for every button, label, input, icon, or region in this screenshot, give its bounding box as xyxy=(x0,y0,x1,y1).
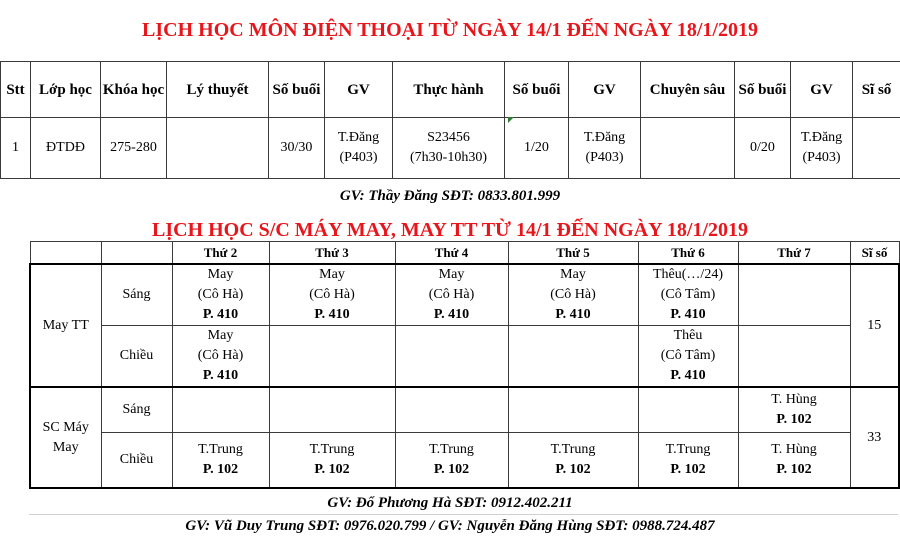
divider xyxy=(29,514,898,515)
cell-lop: ĐTDĐ xyxy=(31,118,101,179)
gv-name: T.Đăng xyxy=(583,130,626,145)
header-thu-4: Thứ 4 xyxy=(395,242,508,265)
gv-room: (P403) xyxy=(585,150,624,165)
table-row xyxy=(30,264,899,326)
slot-cell: Thêu (Cô Tâm) P. 410 xyxy=(638,326,738,388)
slot-cell: T.Trung P. 102 xyxy=(269,433,395,489)
table-row xyxy=(30,433,899,489)
phone-schedule-table xyxy=(0,61,900,179)
slot-cell: T.Trung P. 102 xyxy=(508,433,638,489)
teacher-contact-3: GV: Vũ Duy Trung SĐT: 0976.020.799 / GV: Nguyễn Đăng Hùng SĐT: 0988.724.487 xyxy=(185,518,715,534)
slot-cell xyxy=(738,264,850,326)
header-lop-hoc: Lớp học xyxy=(31,62,101,118)
header-ly-thuyet: Lý thuyết xyxy=(167,62,269,118)
slot-cell xyxy=(269,387,395,433)
slot-cell: May (Cô Hà) P. 410 xyxy=(269,264,395,326)
header-thu-5: Thứ 5 xyxy=(508,242,638,265)
table2-header-row xyxy=(30,242,899,265)
cell-thuc-hanh xyxy=(393,118,505,179)
gv-name: T.Đăng xyxy=(337,130,380,145)
slot-cell xyxy=(395,387,508,433)
header-si-so: Sĩ số xyxy=(853,62,900,118)
sewing-schedule-table xyxy=(29,241,900,489)
slot-cell: T. Hùng P. 102 xyxy=(738,387,850,433)
si-so-may-tt: 15 xyxy=(850,264,899,387)
header-khoa-hoc: Khóa học xyxy=(101,62,167,118)
class-name-may-tt: May TT xyxy=(30,264,101,387)
gv-name: T.Đăng xyxy=(800,130,843,145)
slot-cell xyxy=(638,387,738,433)
cell-gv-cs xyxy=(791,118,853,179)
slot-cell: T.Trung P. 102 xyxy=(172,433,269,489)
header-thu-2: Thứ 2 xyxy=(172,242,269,265)
header-thuc-hanh: Thực hành xyxy=(393,62,505,118)
gv-room: (P403) xyxy=(339,150,378,165)
cell-stt: 1 xyxy=(1,118,31,179)
slot-cell xyxy=(172,387,269,433)
teacher-contact-2: GV: Đổ Phương Hà SĐT: 0912.402.211 xyxy=(327,495,573,511)
session-chieu: Chiều xyxy=(101,433,172,489)
session-chieu: Chiều xyxy=(101,326,172,388)
slot-cell xyxy=(395,326,508,388)
header-blank-session xyxy=(101,242,172,265)
header-thu-7: Thứ 7 xyxy=(738,242,850,265)
slot-cell: May (Cô Hà) P. 410 xyxy=(172,326,269,388)
cell-gv-th xyxy=(569,118,641,179)
header-thu-3: Thứ 3 xyxy=(269,242,395,265)
slot-cell: May (Cô Hà) P. 410 xyxy=(508,264,638,326)
header-so-buoi-th: Số buổi xyxy=(505,62,569,118)
slot-cell xyxy=(508,387,638,433)
slot-cell: Thêu(…/24) (Cô Tâm) P. 410 xyxy=(638,264,738,326)
cell-ly-thuyet xyxy=(167,118,269,179)
slot-cell: May (Cô Hà) P. 410 xyxy=(172,264,269,326)
header-si-so: Sĩ số xyxy=(850,242,899,265)
table-row xyxy=(1,118,900,179)
header-gv-lt: GV xyxy=(325,62,393,118)
schedule-title-sewing: LỊCH HỌC S/C MÁY MAY, MAY TT TỪ 14/1 ĐẾN NGÀY 18/1/2019 xyxy=(152,219,748,241)
cell-khoa: 275-280 xyxy=(101,118,167,179)
slot-cell xyxy=(738,326,850,388)
class-name-sc-may-may: SC Máy May xyxy=(30,387,101,488)
comment-marker-icon xyxy=(508,117,514,123)
header-so-buoi-cs: Số buổi xyxy=(735,62,791,118)
header-gv-th: GV xyxy=(569,62,641,118)
slot-cell: T.Trung P. 102 xyxy=(395,433,508,489)
slot-cell xyxy=(508,326,638,388)
gv-room: (P403) xyxy=(802,150,841,165)
slot-cell: T.Trung P. 102 xyxy=(638,433,738,489)
header-so-buoi-lt: Số buổi xyxy=(269,62,325,118)
cell-chuyen-sau xyxy=(641,118,735,179)
cell-gv-lt xyxy=(325,118,393,179)
practice-time: (7h30-10h30) xyxy=(410,150,487,165)
header-chuyen-sau: Chuyên sâu xyxy=(641,62,735,118)
header-thu-6: Thứ 6 xyxy=(638,242,738,265)
practice-code: S23456 xyxy=(427,130,470,145)
slot-cell: T. Hùng P. 102 xyxy=(738,433,850,489)
cell-so-buoi-cs: 0/20 xyxy=(735,118,791,179)
schedule-title-phone: LỊCH HỌC MÔN ĐIỆN THOẠI TỪ NGÀY 14/1 ĐẾN NGÀY 18/1/2019 xyxy=(142,19,758,41)
session-sang: Sáng xyxy=(101,387,172,433)
header-gv-cs: GV xyxy=(791,62,853,118)
cell-si-so xyxy=(853,118,900,179)
table-row xyxy=(30,387,899,433)
table-row xyxy=(30,326,899,388)
teacher-contact-1: GV: Thầy Đăng SĐT: 0833.801.999 xyxy=(339,188,561,204)
cell-so-buoi-th: 1/20 xyxy=(505,118,569,179)
session-sang: Sáng xyxy=(101,264,172,326)
si-so-sc-may-may: 33 xyxy=(850,387,899,488)
slot-cell xyxy=(269,326,395,388)
table1-header-row xyxy=(1,62,900,118)
slot-cell: May (Cô Hà) P. 410 xyxy=(395,264,508,326)
cell-so-buoi-lt: 30/30 xyxy=(269,118,325,179)
header-blank-class xyxy=(30,242,101,265)
header-stt: Stt xyxy=(1,62,31,118)
